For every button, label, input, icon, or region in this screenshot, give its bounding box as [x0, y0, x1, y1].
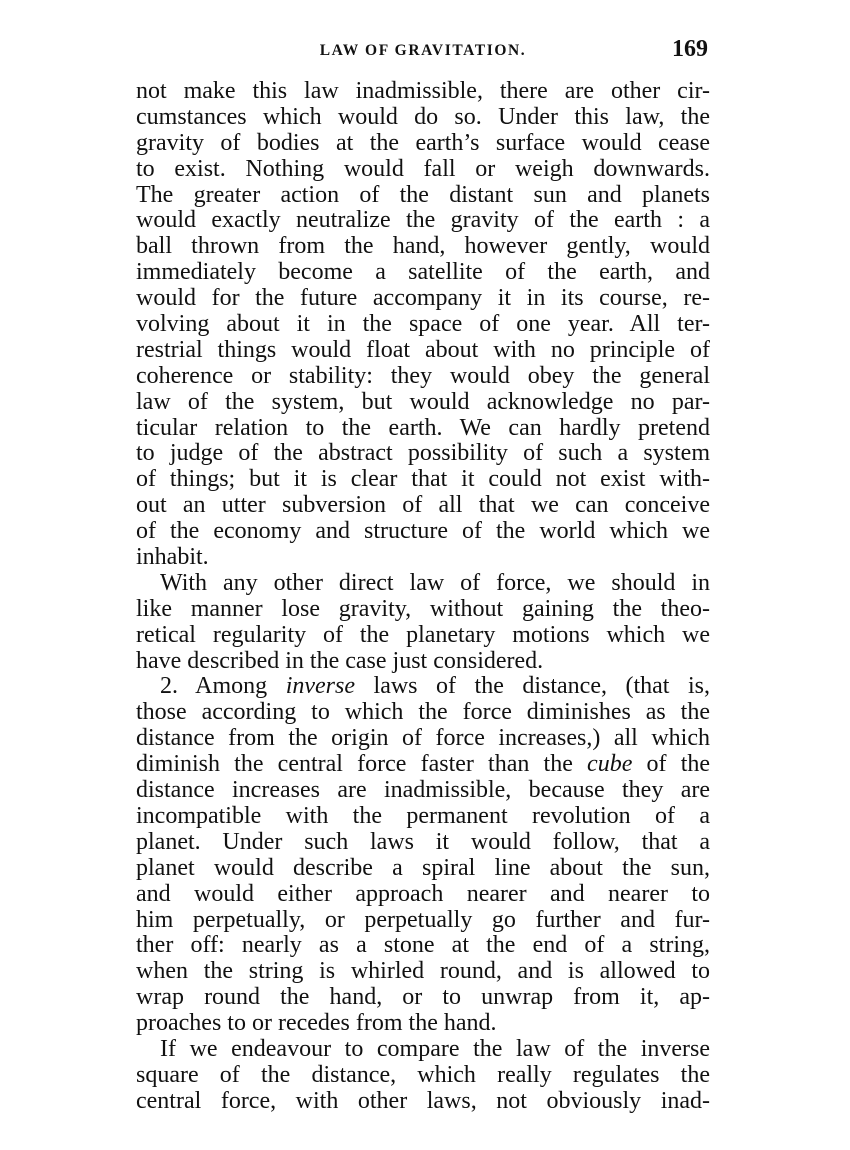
body-text: [136, 79, 710, 1115]
text-line: [136, 649, 710, 675]
text-line: [136, 908, 710, 934]
text-line: [136, 985, 710, 1011]
text-line: [136, 131, 710, 157]
line-text: square of the distance, which really regulates the: [136, 1061, 710, 1088]
running-header: [136, 36, 710, 64]
text-line: [136, 441, 710, 467]
text-line: [136, 933, 710, 959]
text-line: [136, 674, 710, 700]
line-text: like manner lose gravity, without gaining the theo-: [136, 595, 710, 622]
line-text: of the economy and structure of the world which we: [136, 518, 710, 545]
text-line: [136, 208, 710, 234]
line-text: With any other direct law of force, we should in: [160, 569, 710, 596]
text-line: [136, 882, 710, 908]
line-text: have described in the case just considered.: [136, 647, 544, 674]
text-line: [136, 79, 710, 105]
line-text: retical regularity of the planetary motions which we: [136, 621, 710, 648]
text-line: [136, 545, 710, 571]
text-line: [136, 1063, 710, 1089]
text-line: [136, 623, 710, 649]
line-text: of the: [632, 751, 711, 778]
line-text: incompatible with the permanent revolution of a: [136, 802, 710, 829]
line-text: immediately become a satellite of the earth, and: [136, 259, 710, 286]
line-text: ther off: nearly as a stone at the end of a string,: [136, 932, 710, 959]
text-line: [136, 390, 710, 416]
text-line: [136, 364, 710, 390]
line-text: If we endeavour to compare the law of the inverse: [160, 1035, 710, 1062]
line-text: to exist. Nothing would fall or weigh downwards.: [136, 155, 710, 182]
line-text: him perpetually, or perpetually go further and fur-: [136, 906, 710, 933]
text-line: [136, 856, 710, 882]
text-line: [136, 1037, 710, 1063]
line-text: inhabit.: [136, 544, 209, 571]
line-text: out an utter subversion of all that we can conceive: [136, 492, 710, 519]
line-text: not make this law inadmissible, there are other cir-: [136, 78, 710, 104]
text-line: [136, 519, 710, 545]
line-text: planet. Under such laws it would follow, that a: [136, 828, 710, 855]
italic-text: cube: [587, 751, 633, 778]
line-text: The greater action of the distant sun and planets: [136, 181, 710, 208]
line-text: central force, with other laws, not obviously inad-: [136, 1087, 710, 1114]
line-text: law of the system, but would acknowledge no par-: [136, 388, 710, 415]
running-title: LAW OF GRAVITATION.: [319, 42, 527, 59]
line-text: when the string is whirled round, and is allowed to: [136, 958, 710, 985]
text-line: [136, 234, 710, 260]
text-line: [136, 183, 710, 209]
line-text: 2. Among: [160, 673, 286, 700]
text-line: [136, 260, 710, 286]
text-line: [136, 286, 710, 312]
line-text: diminish the central force faster than the: [136, 751, 588, 778]
line-text: cumstances which would do so. Under this law, the: [136, 103, 710, 130]
text-line: [136, 830, 710, 856]
text-line: [136, 597, 710, 623]
text-line: [136, 467, 710, 493]
text-line: [136, 752, 710, 778]
text-line: [136, 959, 710, 985]
line-text: ticular relation to the earth. We can hardly pretend: [136, 414, 710, 441]
line-text: would for the future accompany it in its course, re-: [136, 285, 710, 312]
text-line: [136, 493, 710, 519]
text-line: [136, 312, 710, 338]
line-text: ball thrown from the hand, however gently, would: [136, 233, 710, 260]
text-line: [136, 778, 710, 804]
text-line: [136, 571, 710, 597]
line-text: volving about it in the space of one year. All ter-: [136, 311, 710, 338]
line-text: those according to which the force diminishes as the: [136, 699, 710, 726]
line-text: laws of the distance, (that is,: [355, 673, 710, 700]
text-line: [136, 105, 710, 131]
text-line: [136, 157, 710, 183]
line-text: gravity of bodies at the earth’s surface would cease: [136, 129, 710, 156]
line-text: of things; but it is clear that it could not exist with-: [136, 466, 710, 493]
line-text: coherence or stability: they would obey the general: [136, 362, 710, 389]
line-text: distance increases are inadmissible, because they are: [136, 777, 710, 804]
text-line: [136, 338, 710, 364]
line-text: distance from the origin of force increases,) all which: [136, 725, 710, 752]
text-line: [136, 416, 710, 442]
text-line: [136, 700, 710, 726]
page-number: 169: [672, 36, 708, 62]
line-text: and would either approach nearer and nearer to: [136, 880, 710, 907]
line-text: proaches to or recedes from the hand.: [136, 1010, 497, 1037]
line-text: to judge of the abstract possibility of such a system: [136, 440, 710, 467]
text-line: [136, 1089, 710, 1115]
text-line: [136, 804, 710, 830]
italic-text: inverse: [285, 673, 356, 700]
line-text: planet would describe a spiral line about the sun,: [136, 854, 710, 881]
text-line: [136, 1011, 710, 1037]
line-text: restrial things would float about with no principle of: [136, 336, 710, 363]
line-text: would exactly neutralize the gravity of the earth : a: [136, 207, 710, 234]
line-text: wrap round the hand, or to unwrap from it, ap-: [136, 984, 710, 1011]
text-line: [136, 726, 710, 752]
